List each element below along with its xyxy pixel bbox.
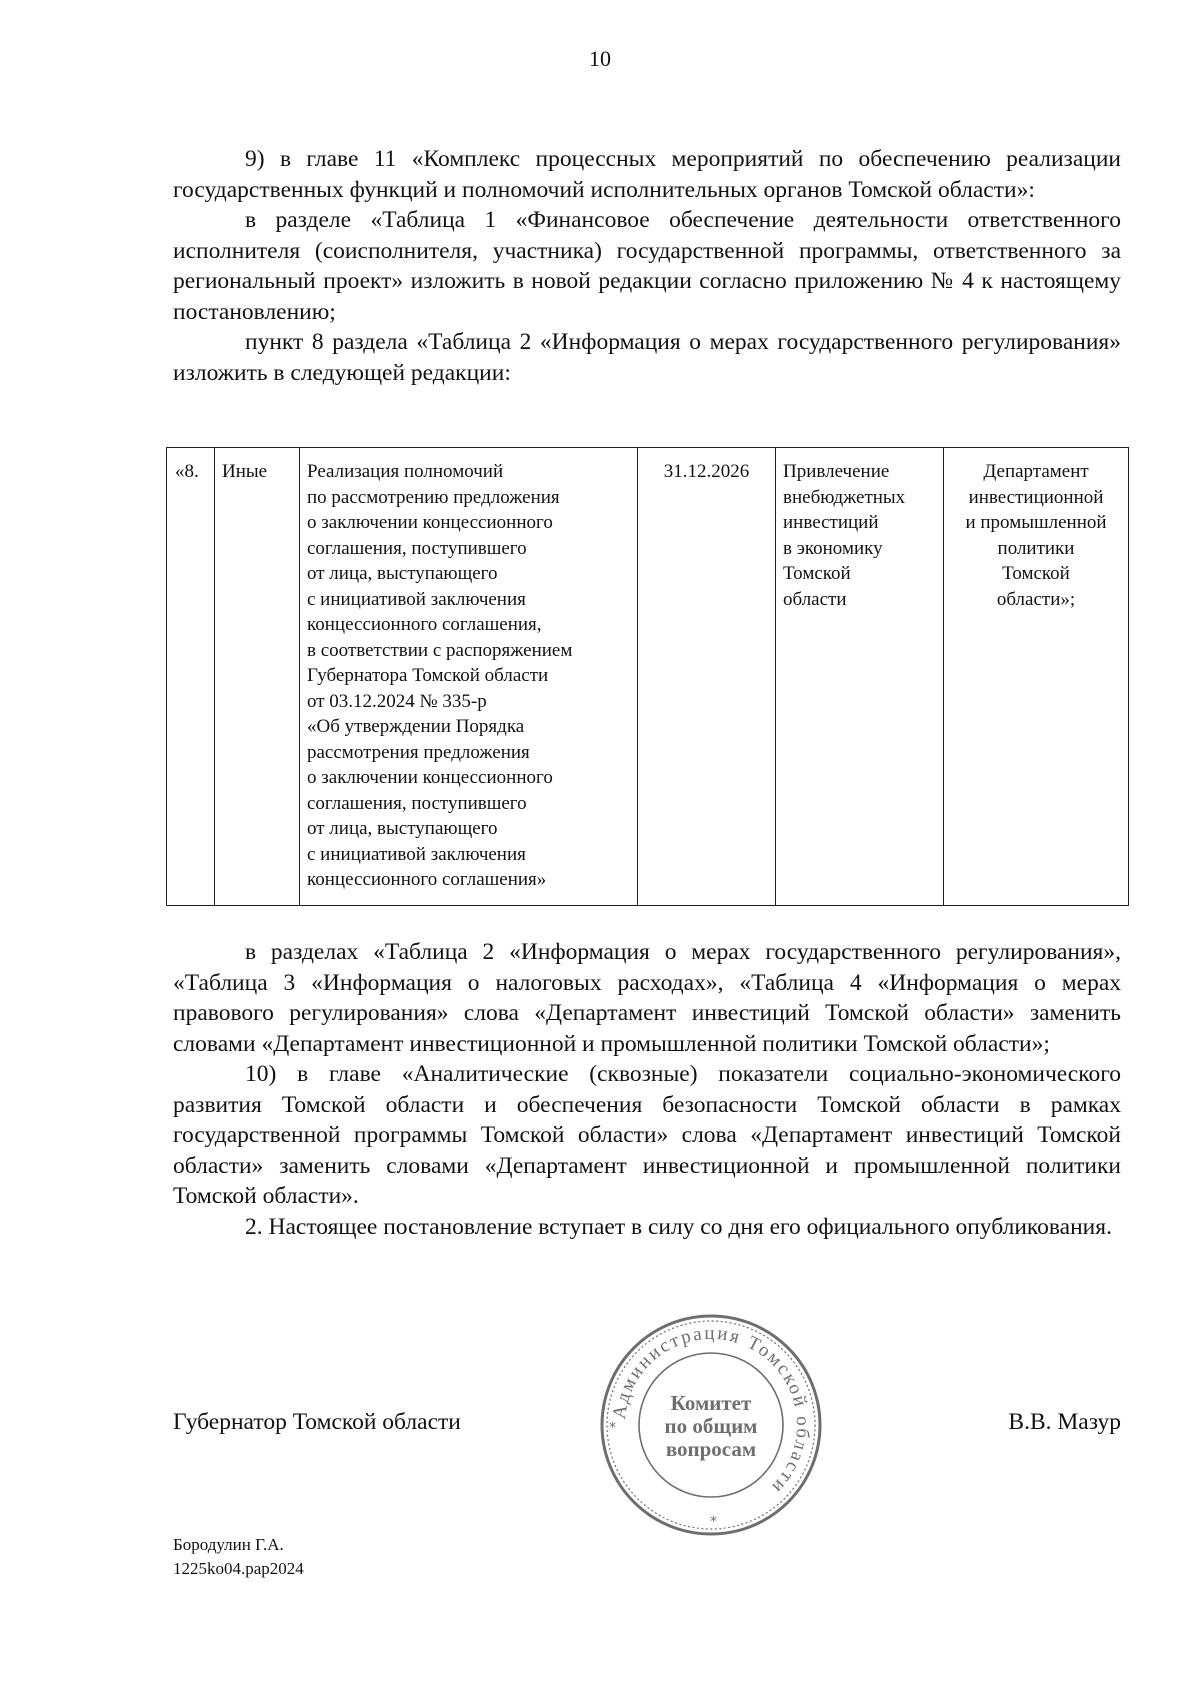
paragraph-table-1: в разделе «Таблица 1 «Финансовое обеспечение деятельности ответственного исполнителя (соисполнителя, участника) государственной программы, ответственного за региональный проект» изложить в новой редакции согласно приложению № 4 к настоящему постановлению; [173, 207, 1121, 325]
result-line: внебюджетных [783, 486, 906, 508]
result-line: в экономику [783, 537, 883, 559]
responsible-line: Томской [1002, 563, 1070, 584]
description-line: с инициативой заключения [307, 843, 526, 865]
seal-ring-text: Администрация Томской области [608, 1322, 814, 1499]
regulation-measure-table [166, 447, 1129, 906]
description-line: о заключении концессионного [307, 512, 553, 533]
svg-text:*: * [609, 1420, 616, 1436]
description-line: от 03.12.2024 № 335-р [307, 690, 487, 712]
paragraph-tables-2-3-4: в разделах «Таблица 2 «Информация о мерах государственного регулирования», «Таблица 3 «Информация о налоговых расходах», «Таблица 4 «Информация о мерах правового регулирования» слова «Департамент инвестиций Томской области» заменить словами «Департамент инвестиционной и промышленной политики Томской области»; [173, 939, 1121, 1057]
result-line: Томской [783, 563, 851, 584]
signatory-name: В.В. Мазур [1008, 1409, 1121, 1435]
executor-footer [173, 1533, 304, 1581]
table-row [167, 448, 1129, 906]
description-line: с инициативой заключения [307, 588, 526, 610]
responsible-line: инвестиционной [968, 486, 1104, 508]
deadline-date-cell: 31.12.2026 [638, 448, 776, 906]
seal-center-line: Комитет [670, 1391, 752, 1415]
description-line: по рассмотрению предложения [307, 486, 560, 508]
paragraph-table-2-item-8: пункт 8 раздела «Таблица 2 «Информация о мерах государственного регулирования» изложить в следующей редакции: [173, 329, 1121, 386]
svg-text:*: * [710, 1514, 717, 1530]
description-line: концессионного соглашения» [307, 869, 547, 890]
description-line: Губернатора Томской области [307, 665, 549, 686]
result-line: области [783, 588, 847, 610]
description-line: от лица, выступающего [307, 563, 498, 584]
responsible-line: и промышленной [965, 512, 1107, 533]
intro-text-block [173, 144, 1121, 388]
paragraph-entry-into-force: 2. Настоящее постановление вступает в силу со дня его официального опубликования. [245, 1213, 1112, 1240]
executor-name: Бородулин Г.А. [173, 1535, 284, 1554]
responsible-line: области»; [996, 588, 1076, 610]
description-line: концессионного соглашения, [307, 614, 542, 635]
description-line: рассмотрения предложения [307, 741, 530, 763]
result-line: инвестиций [783, 512, 879, 533]
measure-description-cell [300, 448, 638, 906]
description-line: в соответствии с распоряжением [307, 639, 573, 661]
paragraph-chapter-11: 9) в главе 11 «Комплекс процессных мероприятий по обеспечению реализации государственных функций и полномочий исполнительных органов Томской области»: [173, 146, 1121, 203]
result-line: Привлечение [783, 461, 890, 482]
document-file-code: 1225ko04.pap2024 [173, 1559, 304, 1578]
seal-center-line: по общим [664, 1414, 758, 1438]
responsible-body-cell [944, 448, 1129, 906]
description-line: Реализация полномочий [307, 461, 504, 482]
measure-type-cell: Иные [215, 448, 300, 906]
description-line: от лица, выступающего [307, 818, 498, 839]
official-seal-stamp [598, 1312, 824, 1538]
paragraph-chapter-indicators: 10) в главе «Аналитические (сквозные) показатели социально-экономического развития Томской области и обеспечения безопасности Томской области в рамках государственной программы Томской области» слова «Департамент инвестиций Томской области» заменить словами «Департамент инвестиционной и промышленной политики Томской области». [173, 1061, 1121, 1209]
responsible-line: Департамент [983, 461, 1089, 482]
expected-result-cell [776, 448, 944, 906]
amendments-text-block [173, 937, 1121, 1242]
page-number: 10 [589, 46, 611, 71]
description-line: соглашения, поступившего [307, 537, 527, 559]
responsible-line: политики [997, 537, 1075, 559]
description-line: «Об утверждении Порядка [307, 716, 525, 737]
description-line: соглашения, поступившего [307, 792, 527, 814]
signatory-title: Губернатор Томской области [173, 1409, 461, 1435]
row-number-cell: «8. [167, 448, 215, 906]
seal-center-line: вопросам [665, 1437, 757, 1461]
description-line: о заключении концессионного [307, 767, 553, 788]
